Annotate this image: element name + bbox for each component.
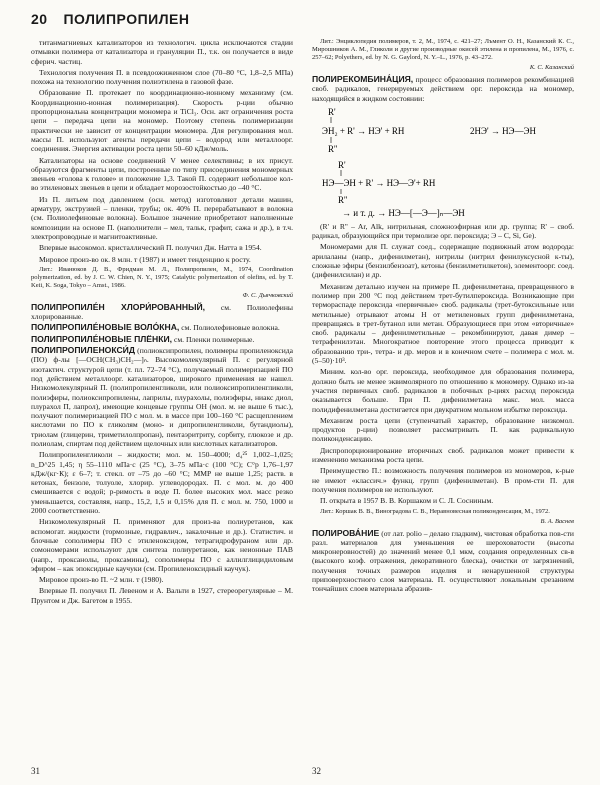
paragraph-text: см. Полиолефины хлорированные. bbox=[31, 302, 293, 322]
literature-reference: Лит.: Коршак В. В., Виноградова С. В., Неравновесная поликонденсация, М., 1972. bbox=[320, 507, 550, 515]
body-paragraph bbox=[312, 446, 574, 465]
right-column bbox=[312, 38, 574, 596]
formula-block bbox=[312, 106, 574, 218]
paragraph-text: Диспропорционирование вторичных своб. радикалов может привести к изменению механизма роста цепи. bbox=[312, 445, 574, 465]
literature-reference: Лит.: Энциклопедия полимеров, т. 2, М., 1974, с. 421–27; Лъмент О. Н., Казанский К. С., Мирошников А. М., Гликоли и другие производные окисей этилена и пропилена, М., 1976, с. 257–62; Polyethers, ed. by N. G. Gaylord, N. Y.–L., 1976, p. 43–272. bbox=[312, 38, 574, 61]
substituent-label: R' bbox=[328, 106, 336, 117]
paragraph-text: процесс образования полимеров рекомбинацией своб. радикалов, генерируемых действием орг. пероксида на мономер, находящийся в жидком состоянии: bbox=[312, 75, 574, 103]
body-paragraph bbox=[31, 255, 293, 264]
paragraph-text: Катализаторы на основе соединений V менее селективны; в их присут. образуются фрагменты цепи, построенные по типу присоединения мономерных звеньев «голова к голове» и положение 1,3. Такой П. содержит небольшое кол-во этиленовых звеньев в цепи и обладает морозостойкостью до –40 °C. bbox=[31, 155, 293, 193]
page-header bbox=[31, 11, 190, 31]
paragraph-text: (от лат. polio – делаю гладким), чистовая обработка пов-сти разл. материалов для уменьшения ее шероховатости (высоты микронеровностей) до значений менее 0,1 мкм, создания определенных св-в (высокого коэф. отражения, декоративного блеска), очистки от загрязнений, получения точных размеров изделия и ненарушенной структуры приповерхностного слоя материала. П. осуществляют локальным срезанием тончайших слоев материала абразив- bbox=[312, 528, 574, 594]
paragraph-text: Мировое произ-во П. ~2 млн. т (1980). bbox=[39, 575, 164, 585]
entry-paragraph bbox=[31, 335, 293, 344]
entry-headword: ПОЛИПРОПИЛЕНОКСИ́Д bbox=[31, 345, 135, 356]
entry-paragraph bbox=[312, 75, 574, 103]
body-paragraph bbox=[31, 195, 293, 241]
paragraph-text: Мономерами для П. служат соед., содержащие подвижный атом водорода: арилаланы (напр., дифенилметан), нитрилы (нитрил фенилуксусной к-ты), сложные эфиры (бензилбензоат), кетоны (бензилметилкетон), элементоорг. соед. (дифенилсилан) и др. bbox=[312, 242, 574, 280]
equation-3: HЭ—ЭH + R' → HЭ—Э'+ RH bbox=[322, 177, 436, 188]
paragraph-text: см. Полиолефиновые волокна. bbox=[181, 323, 280, 333]
entry-paragraph bbox=[312, 529, 574, 594]
paragraph-text: (R' и R'' – Ar, Alk, нитрильная, сложноэфирная или др. группа; R' – своб. радикал, образующийся при термолизе орг. пероксида; Э – C, Si, Ge). bbox=[312, 221, 574, 241]
body-paragraph bbox=[31, 156, 293, 193]
entry-headword: ПОЛИПРОПИЛЕ́НОВЫЕ ВОЛО́КНА, bbox=[31, 322, 180, 333]
equation-1: ЭH₂ + R' → HЭ' + RH bbox=[322, 125, 405, 136]
page-number: 20 bbox=[31, 11, 48, 27]
paragraph-text: Миним. кол-во орг. пероксида, необходимое для образования полимера, должно быть не менее эквимолярного по отношению к мономеру. Однако из-за участия первичных своб. радикалов в побочных р-циях расход пероксида оказывается больше. При П. дифенилметана макс. мол. масса полидифенилметана достигается при двукратном мольном избытке пероксида. bbox=[312, 367, 574, 414]
paragraph-text: Преимущество П.: возможность получения полимеров из мономеров, к-рые не имеют «классич.» функц. групп (дифенилметан). В пром-сти П. для получения полимеров не используют. bbox=[312, 466, 574, 494]
substituent-label: R'' bbox=[338, 194, 348, 205]
body-paragraph bbox=[31, 517, 293, 573]
paragraph-text: Механизм роста цепи (ступенчатый характер, образование низкомол. продуктов р-ции) позволяет рассматривать П. как радикальную поликонденсацию. bbox=[312, 415, 574, 444]
paragraph-text: (полиоксипропилен, полимеры пропиленоксида (ПО) ф-лы [—OCH(CH₃)CH₂—]ₙ. Высокомолекулярный П. с регулярной изотактич. структурой цепи (т. пл. 72–74 °C), получаемый полимеризацией ПО под действием металлоорг. катализаторов, широкого применения не нашел. Низкомолекулярный П. (полипропиленгликоли, или полиоксипропиленгликоли, полиэфиры, полиоксипропилены, лаприлы, плурахолы, полиэфиры, ниакс диол, плурахол П, лапрол), имеющие концевые группы OH (мол. м. не выше 6 тыс.), получают полимеризацией ПО с мол. м. в массе при 100–160 °C расщеплением кислотами по ПО к гликолям (моно- и дипропиленгликоли, бутандиолы), триолам (глицерин, триметилолпропан), пентаэритриту, сорбиту, глюкозе и др. полиолам, спиртам под действием щелочных или кислотных катализаторов. bbox=[31, 346, 293, 448]
entry-headword: ПОЛИРЕКОМБИНА́ЦИЯ, bbox=[312, 74, 414, 84]
body-paragraph bbox=[312, 367, 574, 413]
author-signature: Ф. С. Дьячковский bbox=[242, 291, 293, 299]
body-paragraph bbox=[31, 586, 293, 605]
body-paragraph bbox=[312, 222, 574, 241]
entry-paragraph bbox=[31, 323, 293, 332]
body-paragraph bbox=[31, 575, 293, 584]
paragraph-text: Полипропиленгликоли – жидкости; мол. м. 150–4000; d₄²⁵ 1,002–1,025; n_D^25 1,45; η 55–1110 мПа·с (25 °C), 3–75 мПа·с (100 °C); C°p 1,76–1,97 кДж/(кг·К); ε 6–7; т. стекл. от –75 до –60 °C; ММР не выше 1,25; раств. в кетонах, бензоле, толуоле, хлорир. углеводородах. П. с мол. м. до 400 смешивается с водой; р-римость в воде П. более высоких мол. масс резко уменьшается, составляя, напр., 15,2, 1,5 и 0,15% для П. с мол. м. 750, 1000 и 2000 соответственно. bbox=[31, 450, 293, 516]
body-paragraph bbox=[31, 88, 293, 153]
substituent-label: R'' bbox=[328, 143, 338, 154]
running-title: ПОЛИПРОПИЛЕН bbox=[63, 11, 190, 27]
body-paragraph bbox=[31, 450, 293, 515]
paragraph-text: Впервые П. получил П. Левеном и А. Вальти в 1927, стереорегулярные – М. Прунтом и Дж. Багетом в 1955. bbox=[31, 586, 293, 605]
paragraph-text: Из П. литьем под давлением (осн. метод) изготовляют детали машин, арматуру, экструзией – пленки, трубы; ок. 40% П. перерабатывают в волокна (см. Полиолефиновые волокна). Большое значение приобретают наполненные композиции на основе П. (наполнители – мел, тальк, графит, сажа и др.), в т.ч. электропроводные и магнитоактивные. bbox=[31, 194, 293, 241]
entry-headword: ПОЛИРОВА́НИЕ bbox=[312, 527, 380, 538]
paragraph-text: Технология получения П. в псевдоожиженном слое (70–80 °C, 1,8–2,5 МПа) похожа на технологию получения полиэтилена в газовой фазе. bbox=[31, 67, 293, 87]
entry-paragraph bbox=[31, 346, 293, 448]
entry-headword: ПОЛИПРОПИЛЕ́НОВЫЕ ПЛЁНКИ, bbox=[31, 333, 173, 344]
left-folio: 31 bbox=[31, 766, 40, 776]
body-paragraph bbox=[312, 242, 574, 279]
author-signature: В. А. Васнев bbox=[540, 517, 574, 525]
equation-4: → и т. д. → HЭ—[—Э—]ₙ—ЭH bbox=[342, 207, 465, 218]
left-column bbox=[31, 38, 293, 607]
right-folio: 32 bbox=[312, 766, 321, 776]
body-paragraph bbox=[312, 282, 574, 366]
paragraph-text: Низкомолекулярный П. применяют для произ-ва полиуретанов, как вспомогат. жидкости (тормозные, гидравлич., закалочные и др.). Статистич. и блочные сополимеры ПО с этиленоксидом, тетрагидрофураном или др. сомономерами используют для синтеза полиуретанов, как неионные ПАВ (напр., проксанолы, проксамины), сополимеры ПО с аллилглицидиловым эфиром – как эпоксидные каучуки (см. Пропиленоксидный каучук). bbox=[31, 517, 293, 573]
author-signature: К. С. Казанский bbox=[529, 64, 574, 71]
body-paragraph bbox=[312, 416, 574, 444]
literature-reference: Лит.: Иванюков Д. В., Фридман М. Л., Полипропилен, М., 1974, Coordination polymerization, ed. by J. C. W. Chien, N. Y., 1975; Catalytic polymerization of olefins, ed. by T. Keii, K. Soga, Tokyo – Amst., 1986. bbox=[31, 265, 293, 289]
paragraph-text: титанмагниевых катализаторов из технологич. цикла исключаются стадии отмывки полимера от катализатора и грануляции П., т.к. он получается в виде сферич. частиц. bbox=[31, 38, 293, 66]
recombination-scheme bbox=[312, 106, 574, 218]
equation-2: 2HЭ' → HЭ—ЭH bbox=[470, 125, 536, 136]
body-paragraph bbox=[312, 496, 574, 505]
body-paragraph bbox=[312, 466, 574, 494]
paragraph-text: Образование П. протекает по координационно-ионному механизму (см. Координационно-ионная полимеризация). Скорость р-ции обычно пропорциональна концентрации мономера и TiCl₃. Осн. акт ограничения роста цепи – передача цепи на мономер. Поэтому степень полимеризации практически не зависит от концентрации мономера. Для регулирования мол. массы П. используют агенты передачи цепи – водород или металлоорг. соединения. Энергия активации роста цепи 50–60 кДж/моль. bbox=[31, 88, 293, 154]
substituent-label: R' bbox=[338, 159, 346, 170]
paragraph-text: Механизм детально изучен на примере П. дифенилметана, превращенного в полимер при 200 °C под действием трет-бутилпероксида. Возникающие при термораспаде пероксида «первичные» своб. радикалы (трет-бутоксильные или метильные) отрывают атомы H от метиленовых групп дифенилметана, превращаясь в трет-бутанол или метан. Образующиеся при этом «вторичные» своб. радикалы – дифенилметильные – рекомбинируют, давая димер – тетрафенилэтан. Многократное повторение этого процесса приводит к образованию три-, тетра- и др. меров и в конечном счете – полимера с мол. м. (5–50)·10³. bbox=[312, 281, 574, 366]
paragraph-text: см. Пленки полимерные. bbox=[173, 334, 255, 344]
entry-paragraph bbox=[31, 303, 293, 322]
body-paragraph bbox=[31, 68, 293, 87]
entry-headword: ПОЛИПРОПИЛЕ́Н ХЛОРИ́РОВАННЫЙ, bbox=[31, 301, 206, 312]
paragraph-text: П. открыта в 1957 В. В. Коршаком и С. Л. Сосниным. bbox=[320, 496, 494, 506]
paragraph-text: Впервые высокомол. кристаллический П. получил Дж. Натта в 1954. bbox=[39, 243, 262, 253]
paragraph-text: Мировое произ-во ок. 8 млн. т (1987) и имеет тенденцию к росту. bbox=[39, 254, 251, 264]
body-paragraph bbox=[31, 243, 293, 252]
body-paragraph bbox=[31, 38, 293, 66]
